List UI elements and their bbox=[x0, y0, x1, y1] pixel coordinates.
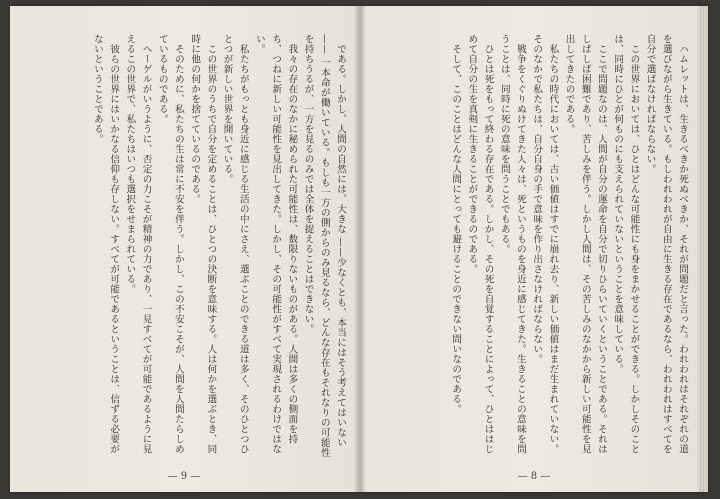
paragraph: ヘーゲルがいうように、否定の力こそが精神の力であり、一見すべてが可能であるように見えるこの世界で、私たちはいつも選択をせまられている。 bbox=[124, 34, 152, 454]
page-edge-stack bbox=[698, 6, 708, 492]
paragraph: 彼らの世界にはいかなる信仰も存しない。すべてが可能であるということは、信ずる必要がないということである。 bbox=[91, 34, 120, 454]
page-8 bbox=[360, 6, 708, 492]
paragraph: 私たちがもっとも身近に感じる生活の中にさえ、選ぶことのできる道は多く、そのひとつひとつが新しい世界を開いている。 bbox=[221, 34, 249, 454]
paragraph: である。しかし、人間の自然には、大きな ——少なくとも、本当にはそう考えてはいない—— 一本命が働いている。もしも一方の側からのみ見るなら、どんな存在もそれなりの可能性を持ちうるが、一方を見るのみでは全体を捉えることはできない。 bbox=[302, 34, 346, 458]
paragraph: この世界においては、ひとはどんな可能性にも身をまかせることができる。しかしそのことは、同時にひとが何ものにも支えられていないということを意味している。 bbox=[612, 34, 640, 454]
paragraph: ハムレットは、生きるべきか死ぬべきか、それが問題だと言った。われわれはそれぞれの道を選びながら生きている。もしわれわれが自由に生きる存在であるなら、われわれはすべてを自分で選ばなければならない。 bbox=[644, 34, 688, 454]
paragraph: この世界のうちで自分を定めることは、ひとつの決断を意味する。人は何かを選ぶとき、同時に他の何かを捨てているのである。 bbox=[189, 34, 217, 454]
page-number: — 8 — bbox=[517, 471, 551, 482]
page-8-body-text bbox=[374, 34, 690, 462]
paragraph: 我々の存在のなかに秘められた可能性は、数限りないものがある。人間は多くの側面を持ち、つねに新しい可能性を見出してきた。しかし、その可能性がすべて実現されるわけではない。 bbox=[253, 34, 298, 454]
paragraph: 戦争をくぐりぬけてきた人々は、死というものを身近に感じてきた。生きることの意味を問うことは、同時に死の意味を問うことでもある。 bbox=[498, 34, 526, 454]
paragraph: そして、このことはどんな人間にとっても避けることのできない問いなのである。 bbox=[450, 43, 462, 414]
book-spread bbox=[10, 6, 708, 492]
book-gutter bbox=[354, 6, 366, 492]
page-9-body-text bbox=[30, 34, 348, 462]
paragraph: ここで問題なのは、人間が自分の運命を自分で切りひらいていくということである。それはしばしば困難であり、苦しみを伴う。しかし人間は、その苦しみのなかから新しい可能性を見出してきたのである。 bbox=[563, 34, 607, 454]
paragraph: 私たちの時代においては、古い価値はすでに崩れ去り、新しい価値はまだ生まれていない。そのなかで私たちは、自分自身の手で意味を作り出さなければならない。 bbox=[531, 34, 559, 454]
page-number: — 9 — bbox=[167, 471, 201, 482]
paragraph: そのために、私たちの生は常に不安を伴う。しかし、この不安こそが、人間を人間たらしめているものである。 bbox=[156, 34, 184, 454]
page-9 bbox=[10, 6, 358, 492]
paragraph: ひとは死をもって終わる存在である。しかし、その死を自覚することによって、ひとははじめて自分の生を真剣に生きることができるのである。 bbox=[466, 34, 494, 454]
